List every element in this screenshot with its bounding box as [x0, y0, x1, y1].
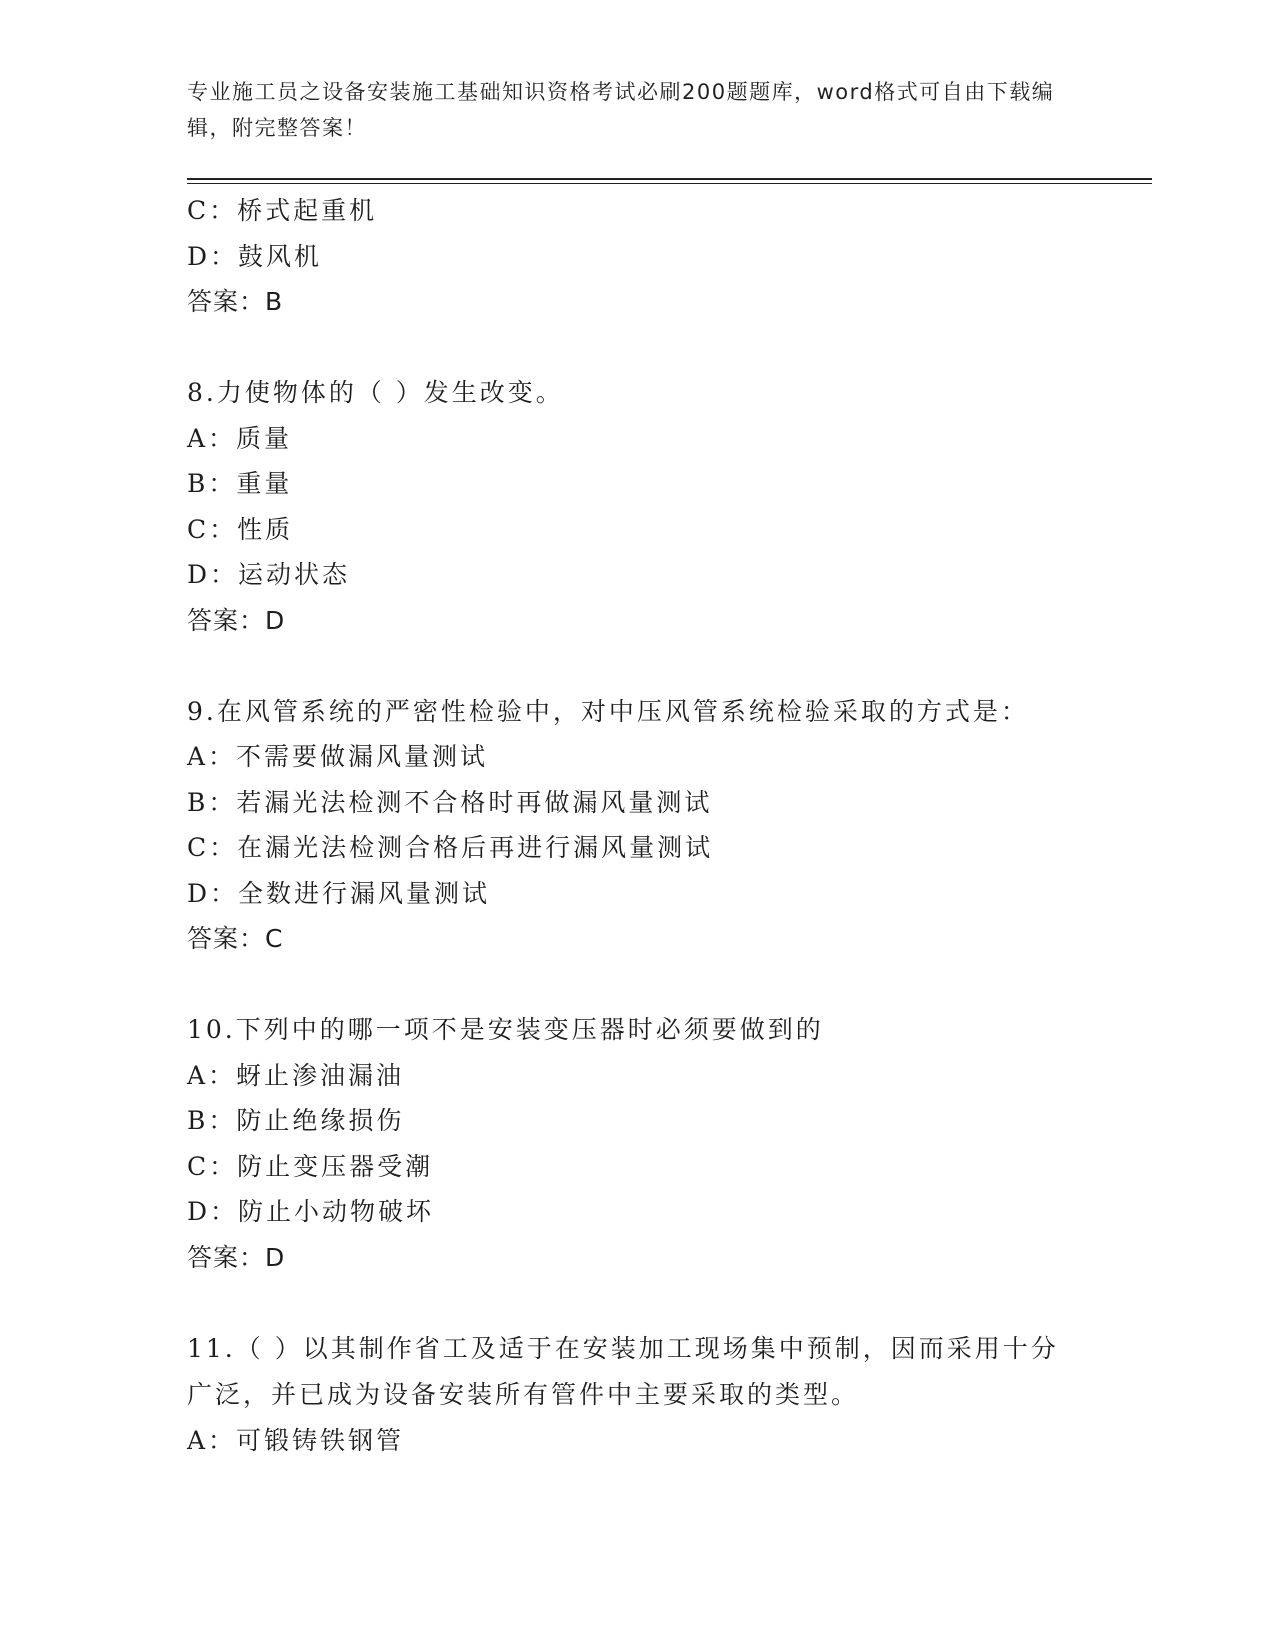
option-a: A：可锻铸铁钢管 [187, 1425, 405, 1455]
option-d: D：全数进行漏风量测试 [187, 878, 491, 908]
question-block-11 [187, 1326, 1067, 1464]
option-c: C：防止变压器受潮 [187, 1151, 434, 1181]
option-d: D：防止小动物破坏 [187, 1197, 435, 1226]
question-block-9 [187, 689, 1067, 962]
document-header [187, 74, 1067, 146]
option-b: B：重量 [187, 469, 293, 498]
question-stem: 11.（ ）以其制作省工及适于在安装加工现场集中预制，因而采用十分广泛，并已成为设备安装所有管件中主要采取的类型。 [187, 1333, 1059, 1409]
option-a: A：质量 [187, 423, 293, 453]
header-divider-thin [187, 183, 1152, 184]
option-b: B：若漏光法检测不合格时再做漏风量测试 [187, 787, 713, 817]
option-c: C：在漏光法检测合格后再进行漏风量测试 [187, 833, 714, 862]
option-a: A：蚜止渗油漏油 [187, 1060, 405, 1090]
question-block-7 [187, 188, 1067, 325]
answer-text: 答案：D [187, 605, 286, 635]
answer-text: 答案：C [187, 924, 284, 953]
option-d: D：鼓风机 [187, 241, 323, 271]
question-block-10 [187, 1007, 1067, 1280]
option-c: C：性质 [187, 514, 294, 544]
option-d: D：运动状态 [187, 560, 351, 589]
header-title: 专业施工员之设备安装施工基础知识资格考试必刷200题题库，word格式可自由下载编辑，附完整答案！ [187, 80, 1055, 140]
option-a: A：不需要做漏风量测试 [187, 742, 489, 771]
answer-text: 答案：D [187, 1242, 286, 1272]
option-c: C：桥式起重机 [187, 196, 378, 225]
answer-text: 答案：B [187, 287, 284, 316]
header-divider-thick [187, 178, 1152, 180]
question-list [187, 188, 1067, 1463]
question-stem: 9.在风管系统的严密性检验中，对中压风管系统检验采取的方式是： [187, 696, 1029, 726]
question-stem: 8.力使物体的（ ）发生改变。 [187, 378, 564, 407]
question-stem: 10.下列中的哪一项不是安装变压器时必须要做到的 [187, 1015, 824, 1044]
question-block-8 [187, 370, 1067, 643]
option-b: B：防止绝缘损伤 [187, 1106, 405, 1135]
